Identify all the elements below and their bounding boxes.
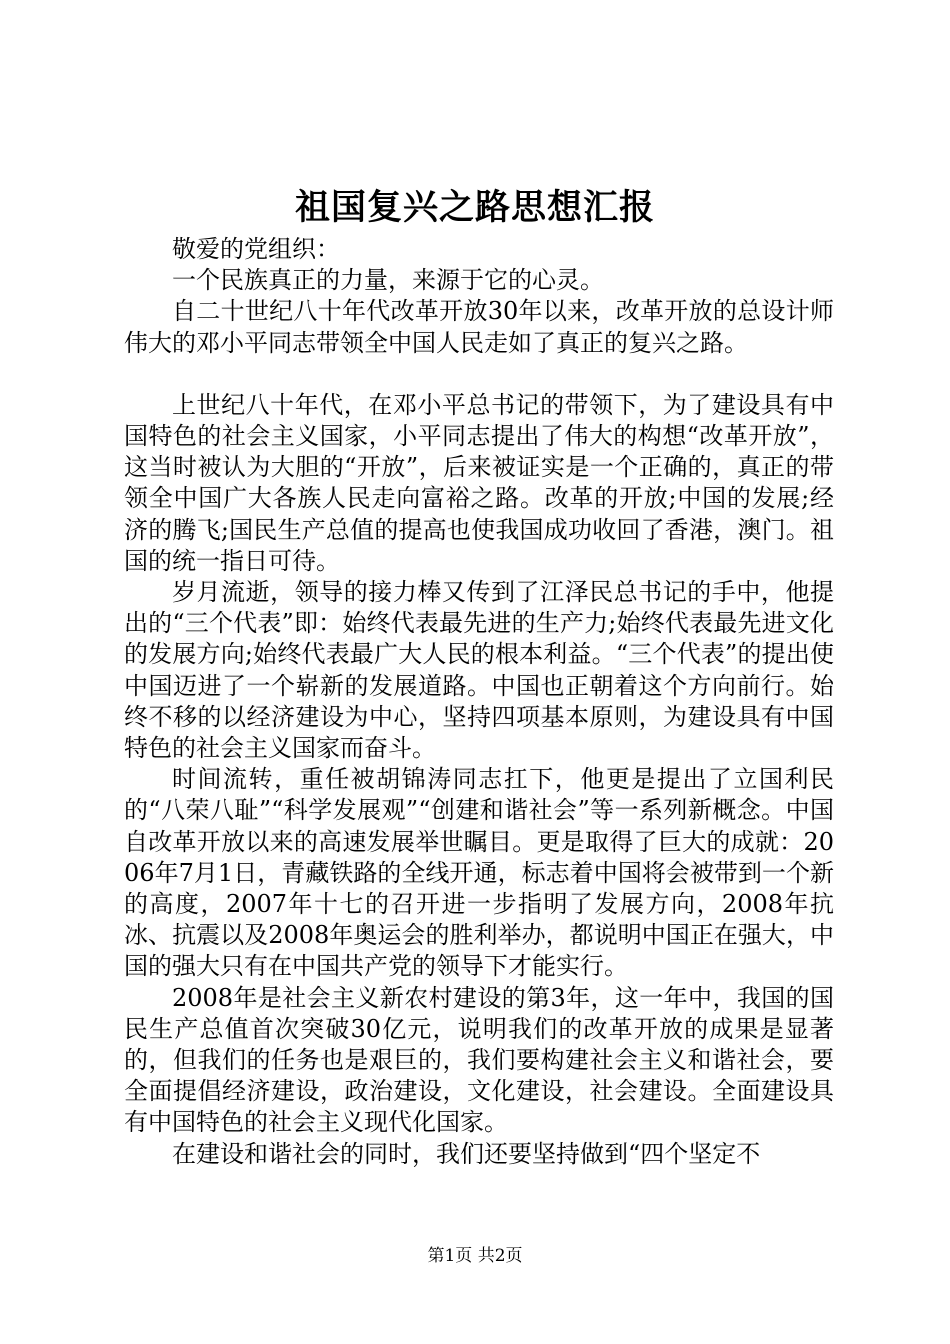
paragraph: 2008年是社会主义新农村建设的第3年，这一年中，我国的国民生产总值首次突破30亿元，说明我们的改革开放的成果是显著的，但我们的任务也是艰巨的，我们要构建社会主义和谐社会，要全面提倡经济建设，政治建设，文化建设，社会建设。全面建设具有中国特色的社会主义现代化国家。 [124, 983, 834, 1137]
document-body [124, 234, 834, 1170]
paragraph: 岁月流逝，领导的接力棒又传到了江泽民总书记的手中，他提出的“三个代表”即：始终代表最先进的生产力;始终代表最先进文化的发展方向;始终代表最广大人民的根本利益。“三个代表”的提出使中国迈进了一个崭新的发展道路。中国也正朝着这个方向前行。始终不移的以经济建设为中心，坚持四项基本原则，为建设具有中国特色的社会主义国家而奋斗。 [124, 578, 834, 763]
salutation: 敬爱的党组织： [172, 235, 340, 263]
paragraph: 上世纪八十年代，在邓小平总书记的带领下，为了建设具有中国特色的社会主义国家，小平同志提出了伟大的构想“改革开放”，这当时被认为大胆的“开放”，后来被证实是一个正确的，真正的带领全中国广大各族人民走向富裕之路。改革的开放;中国的发展;经济的腾飞;国民生产总值的提高也使我国成功收回了香港，澳门。祖国的统一指日可待。 [124, 390, 834, 575]
paragraph: 时间流转，重任被胡锦涛同志扛下，他更是提出了立国利民的“八荣八耻”“科学发展观”“创建和谐社会”等一系列新概念。中国自改革开放以来的高速发展举世瞩目。更是取得了巨大的成就：2006年7月1日，青藏铁路的全线开通，标志着中国将会被带到一个新的高度，2007年十七的召开进一步指明了发展方向，2008年抗冰、抗震以及2008年奥运会的胜利举办，都说明中国正在强大，中国的强大只有在中国共产党的领导下才能实行。 [124, 765, 834, 981]
paragraph: 一个民族真正的力量，来源于它的心灵。 [172, 266, 604, 295]
paragraph: 在建设和谐社会的同时，我们还要坚持做到“四个坚定不 [172, 1139, 761, 1168]
document-title: 祖国复兴之路思想汇报 [294, 187, 655, 228]
page-number: 第1页 共2页 [427, 1246, 523, 1266]
paragraph: 自二十世纪八十年代改革开放30年以来，改革开放的总设计师伟大的邓小平同志带领全中国人民走如了真正的复兴之路。 [124, 297, 834, 357]
